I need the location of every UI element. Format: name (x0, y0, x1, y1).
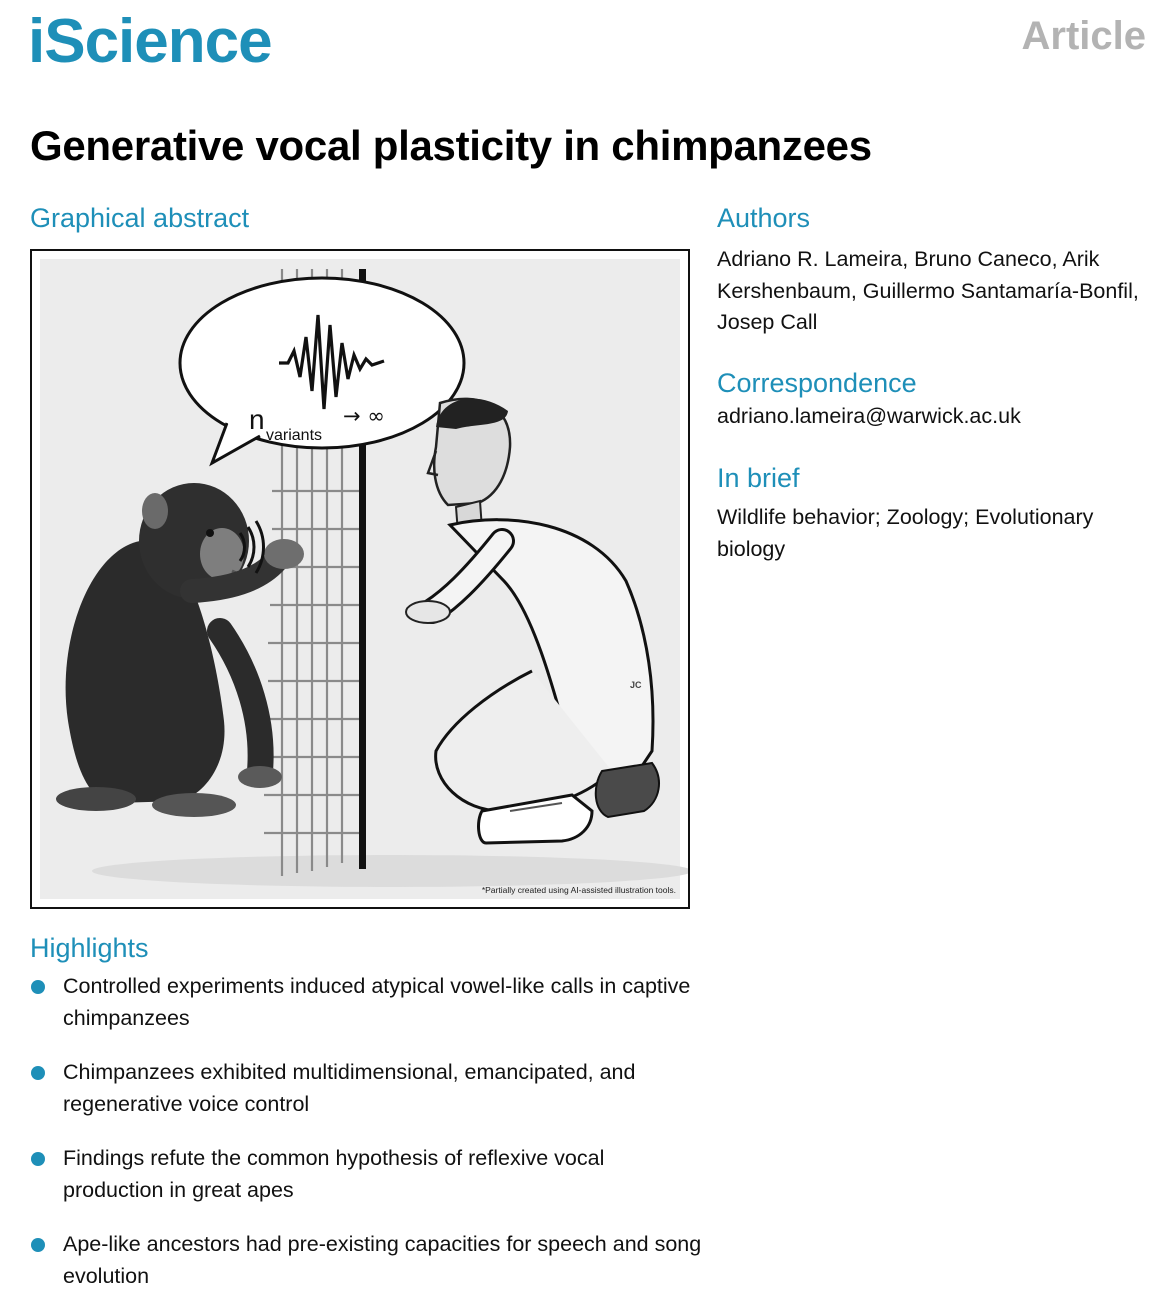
in-brief-text: Wildlife behavior; Zoology; Evolutionary biology (717, 505, 1094, 561)
highlight-text: Ape-like ancestors had pre-existing capacities for speech and song evolution (63, 1232, 702, 1288)
highlight-text: Controlled experiments induced atypical vowel-like calls in captive chimpanzees (63, 974, 691, 1030)
article-title: Generative vocal plasticity in chimpanzees (30, 122, 872, 169)
bullet-dot-icon (31, 1152, 45, 1166)
correspondence-heading: Correspondence (717, 368, 917, 398)
speech-bubble-n: n (249, 404, 265, 435)
bullet-dot-icon (31, 980, 45, 994)
article-type-label: Article (1021, 14, 1146, 58)
journal-logo: iScience (28, 7, 272, 76)
ground-shadow (92, 855, 688, 887)
highlight-item (30, 1142, 710, 1206)
authors-list: Adriano R. Lameira, Bruno Caneco, Arik Kershenbaum, Guillermo Santamaría-Bonfil, Josep Call (717, 247, 1139, 334)
highlight-item (30, 970, 710, 1034)
highlights-list (30, 970, 710, 1314)
highlight-item (30, 1228, 710, 1292)
bullet-dot-icon (31, 1066, 45, 1080)
highlight-item (30, 1056, 710, 1120)
authors-heading: Authors (717, 203, 811, 233)
speech-bubble-subscript: variants (266, 427, 323, 444)
graphical-abstract-heading: Graphical abstract (30, 203, 250, 233)
highlight-text: Findings refute the common hypothesis of reflexive vocal production in great apes (63, 1146, 605, 1202)
graphical-abstract-illustration (32, 251, 688, 907)
highlight-text: Chimpanzees exhibited multidimensional, emancipated, and regenerative voice control (63, 1060, 636, 1116)
coat-initials: JC (630, 680, 642, 690)
in-brief-heading: In brief (717, 463, 800, 493)
correspondence-email[interactable]: adriano.lameira@warwick.ac.uk (717, 404, 1021, 428)
speech-bubble-arrow: → ∞ (343, 404, 385, 428)
illustration-note: *Partially created using AI-assisted illustration tools. (481, 885, 676, 895)
highlights-heading: Highlights (30, 933, 149, 963)
graphical-abstract-figure (30, 249, 690, 909)
bullet-dot-icon (31, 1238, 45, 1252)
